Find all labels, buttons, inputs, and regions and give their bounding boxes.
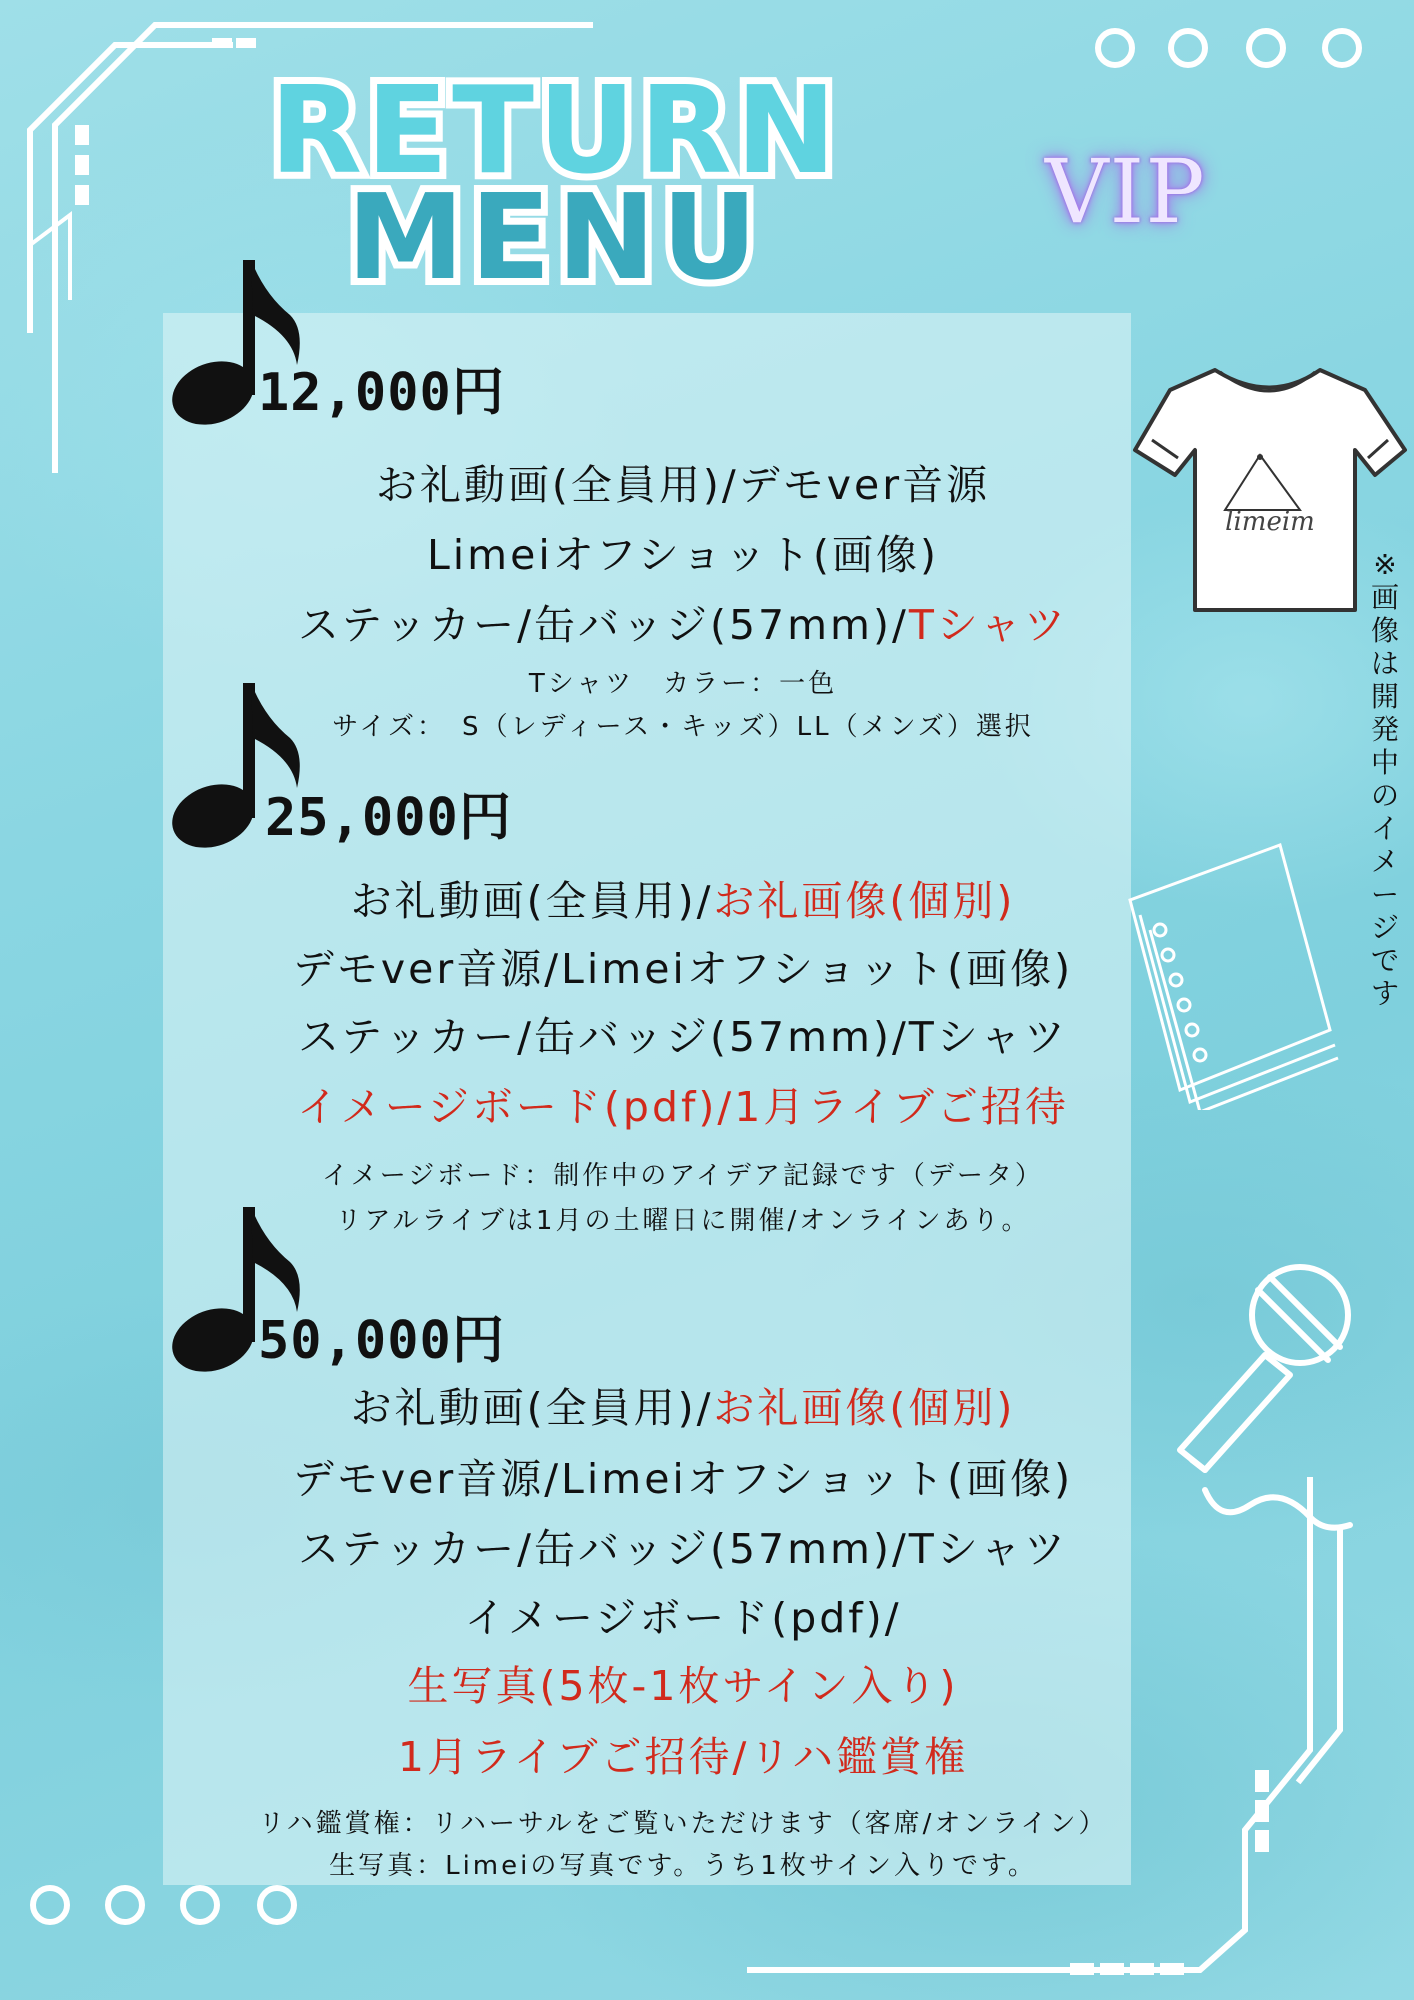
decor-circle <box>1168 28 1208 68</box>
tier-line: Limeiオフショット(画像) <box>426 531 940 579</box>
decor-circle <box>180 1885 220 1925</box>
tier-line: お礼動画(全員用)/お礼画像(個別) <box>350 877 1016 925</box>
tier-line: お礼動画(全員用)/デモver音源 <box>375 461 991 509</box>
vip-badge: VIP <box>1045 140 1206 243</box>
tier-note: リアルライブは1月の土曜日に開催/オンラインあり。 <box>335 1206 1031 1236</box>
title-menu <box>310 170 800 300</box>
tier-line: ステッカー/缶バッジ(57mm)/Tシャツ <box>297 1013 1069 1061</box>
tier-line: お礼動画(全員用)/お礼画像(個別) <box>350 1384 1016 1432</box>
tier-line: ステッカー/缶バッジ(57mm)/Tシャツ <box>297 601 1069 649</box>
tshirt-print-text: limeim <box>1225 507 1315 537</box>
tier-note: イメージボード：制作中のアイデア記録です（データ） <box>322 1161 1044 1191</box>
tier-line: ステッカー/缶バッジ(57mm)/Tシャツ <box>297 1525 1069 1573</box>
decor-circle <box>1095 28 1135 68</box>
title-menu-text: MENU <box>346 170 764 300</box>
decor-circle <box>105 1885 145 1925</box>
decor-circle <box>257 1885 297 1925</box>
tier-price: 25,000円 <box>265 788 512 848</box>
side-note: ※画像は開発中のイメージです <box>1370 548 1399 1010</box>
tier-note: Tシャツ カラー：一色 <box>528 669 838 699</box>
title-return-text: RETURN <box>269 62 841 200</box>
tier-line: 生写真(5枚-1枚サイン入り) <box>407 1662 959 1710</box>
tier-line: イメージボード(pdf)/1月ライブご招待 <box>297 1083 1069 1131</box>
tier-price: 50,000円 <box>258 1311 505 1371</box>
tier-note: リハ鑑賞権：リハーサルをご覧いただけます（客席/オンライン） <box>258 1809 1108 1839</box>
tier-line: デモver音源/Limeiオフショット(画像) <box>292 945 1074 993</box>
decor-circle <box>30 1885 70 1925</box>
decor-circle <box>1246 28 1286 68</box>
tier-note: 生写真：Limeiの写真です。うち1枚サイン入りです。 <box>329 1851 1037 1881</box>
tier-price: 12,000円 <box>258 363 505 423</box>
tier-line: デモver音源/Limeiオフショット(画像) <box>292 1455 1074 1503</box>
tier-note: サイズ： S（レディース・キッズ）LL（メンズ）選択 <box>332 712 1034 742</box>
tier-line: イメージボード(pdf)/ <box>464 1594 902 1642</box>
decor-circle <box>1322 28 1362 68</box>
tier-line: 1月ライブご招待/リハ鑑賞権 <box>397 1733 969 1781</box>
